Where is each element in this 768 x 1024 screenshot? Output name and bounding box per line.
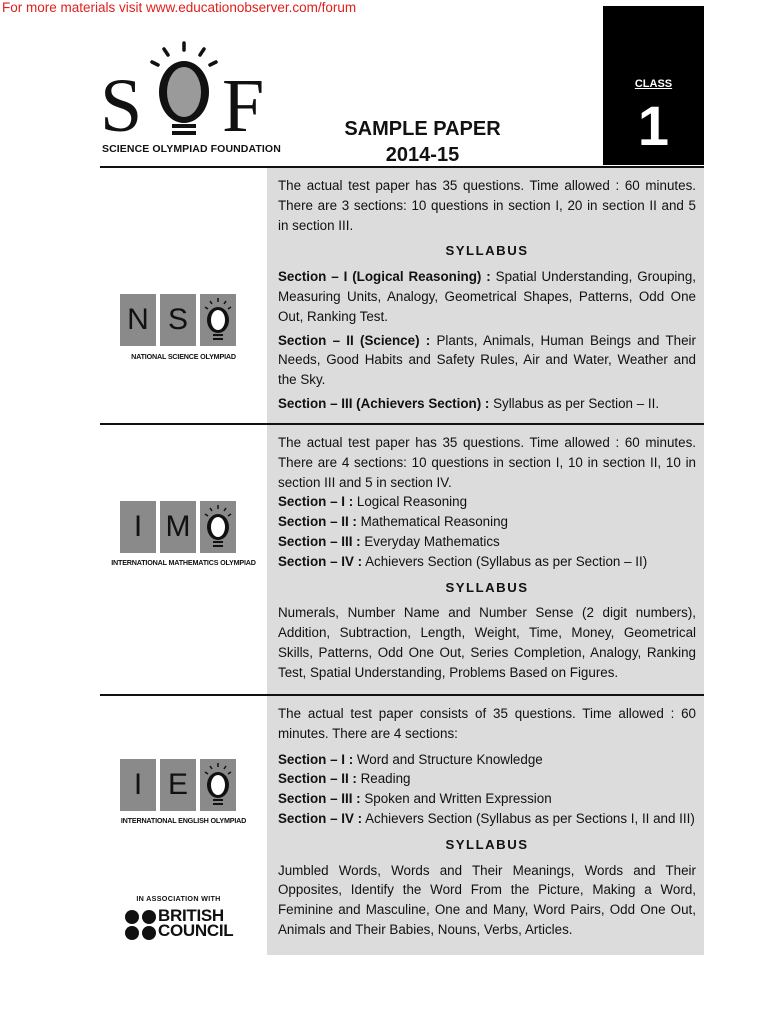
sof-letter-s: S <box>100 64 143 148</box>
ieo-syllabus-heading: SYLLABUS <box>445 836 529 852</box>
british-council-logo <box>124 908 244 942</box>
nso-syllabus-heading: SYLLABUS <box>445 243 529 259</box>
imo-syllabus-text: Numerals, Number Name and Number Sense (2 digit numbers), Addition, Subtraction, Length, Weight, Time, Money, Geometrical Skills, Patterns, Odd One Out, Series Completion, Analogy, Ranking Test, Spatial Understanding, Problems Based on Figures. <box>278 605 696 680</box>
top-link[interactable]: For more materials visit www.educationobserver.com/forum <box>2 0 357 15</box>
imo-section-1: Section – I : Logical Reasoning <box>278 494 468 510</box>
nso-section-3: Section – III (Achievers Section) : Syllabus as per Section – II. <box>278 395 660 411</box>
imo-details <box>267 425 704 694</box>
nso-logo-column <box>100 168 267 423</box>
association-label: IN ASSOCIATION WITH <box>136 894 221 903</box>
british-council-dots-icon <box>124 908 158 942</box>
ieo-tile-e: E <box>160 759 196 811</box>
paper-year: 2014-15 <box>385 144 460 166</box>
nso-caption: NATIONAL SCIENCE OLYMPIAD <box>131 352 236 361</box>
sof-logo <box>100 40 281 160</box>
imo-section-3: Section – III : Everyday Mathematics <box>278 533 500 549</box>
imo-tile-i: I <box>120 501 156 553</box>
sof-letter-f: F <box>222 64 265 148</box>
ieo-section-2: Section – II : Reading <box>278 771 411 787</box>
ieo-section-3: Section – III : Spoken and Written Expression <box>278 791 552 807</box>
ieo-tile-i: I <box>120 759 156 811</box>
imo-section-4: Section – IV : Achievers Section (Syllabus as per Section – II) <box>278 553 648 569</box>
nso-section-1: Section – I (Logical Reasoning) : Spatial Understanding, Grouping, Measuring Units, Analogy, Geometrical Shapes, Patterns, Odd One Out, Ranking Test. <box>278 269 696 324</box>
nso-section-2: Section – II (Science) : Plants, Animals, Human Beings and Their Needs, Good Habits and Safety Rules, Air and Water, Weather and the Sky. <box>278 332 696 388</box>
paper-title-line1: SAMPLE PAPER <box>344 118 501 140</box>
class-number: 1 <box>637 94 670 157</box>
class-label: CLASS <box>634 78 673 90</box>
ieo-details <box>267 696 704 955</box>
nso-tile-n: N <box>120 294 156 346</box>
class-box <box>603 6 704 165</box>
ieo-syllabus-text: Jumbled Words, Words and Their Meanings, Words and Their Opposites, Identify the Word From the Picture, Making a Word, Feminine and Masculine, One and Many, Word Pairs, Odd One Out, Animals and Their Babies, Nouns, Verbs, Articles. <box>278 862 696 937</box>
imo-section-2: Section – II : Mathematical Reasoning <box>278 514 508 530</box>
ieo-caption: INTERNATIONAL ENGLISH OLYMPIAD <box>120 816 247 825</box>
lightbulb-icon <box>200 294 236 346</box>
nso-intro: The actual test paper has 35 questions. Time allowed : 60 minutes. There are 3 sections: 10 questions in section I, 20 in section II and 5 in section III. <box>278 178 696 233</box>
nso-section <box>100 168 704 423</box>
imo-section <box>100 425 704 694</box>
lightbulb-icon <box>200 759 236 811</box>
ieo-logo-column <box>100 696 267 955</box>
nso-details <box>267 168 704 423</box>
paper-title <box>330 116 515 168</box>
imo-intro: The actual test paper has 35 questions. Time allowed : 60 minutes. There are 4 sections: 10 questions in section I, 10 in section II, 10 in section III and 5 in section IV. <box>278 435 696 490</box>
ieo-intro: The actual test paper consists of 35 questions. Time allowed : 60 minutes. There are 4 sections: <box>278 706 696 741</box>
imo-caption: INTERNATIONAL MATHEMATICS OLYMPIAD <box>111 558 256 567</box>
imo-logo <box>120 501 236 553</box>
ieo-section-4: Section – IV : Achievers Section (Syllabus as per Sections I, II and III) <box>278 810 695 826</box>
imo-logo-column <box>100 425 267 694</box>
british-council-text: BRITISH COUNCIL <box>158 906 234 940</box>
ieo-logo <box>120 759 236 811</box>
imo-tile-m: M <box>160 501 196 553</box>
lightbulb-icon <box>144 40 224 140</box>
nso-tile-s: S <box>160 294 196 346</box>
sof-logo-caption: SCIENCE OLYMPIAD FOUNDATION <box>102 143 281 155</box>
lightbulb-icon <box>200 501 236 553</box>
ieo-section <box>100 696 704 955</box>
nso-logo <box>120 294 236 346</box>
ieo-section-1: Section – I : Word and Structure Knowledge <box>278 751 543 767</box>
imo-syllabus-heading: SYLLABUS <box>445 579 529 595</box>
